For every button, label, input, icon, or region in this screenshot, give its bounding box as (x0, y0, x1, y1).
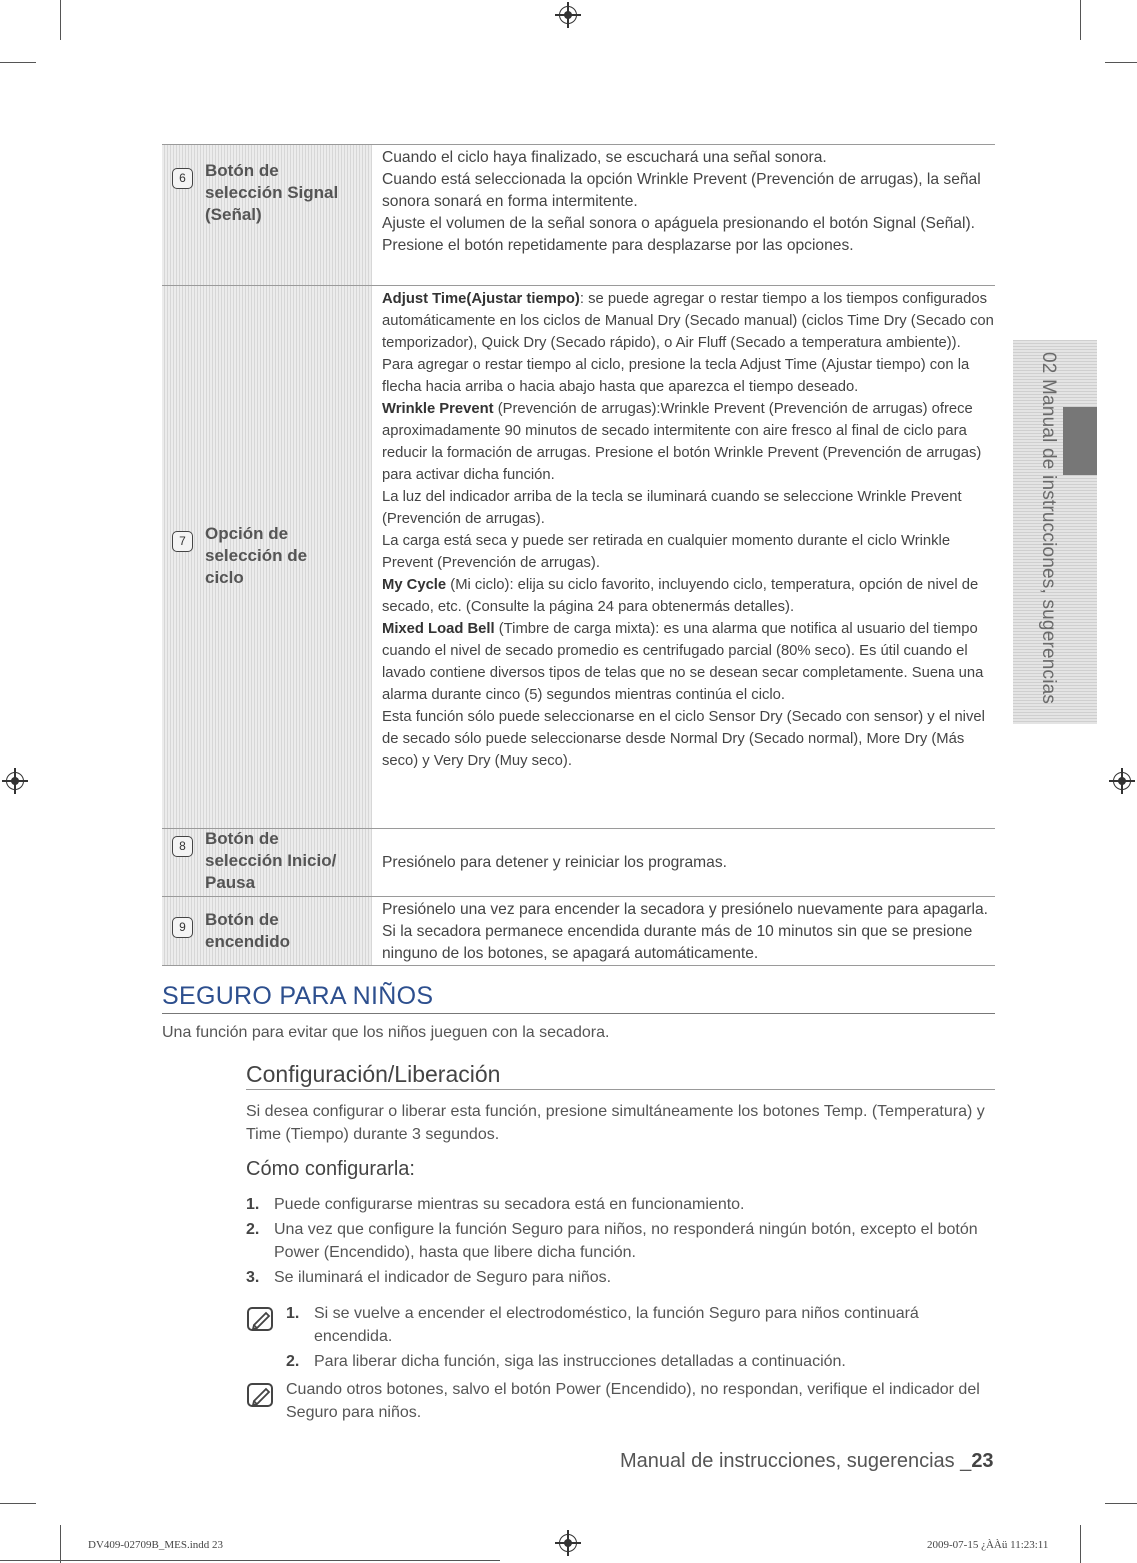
term: My Cycle (382, 577, 447, 593)
crop-mark (60, 0, 61, 40)
note-text: Cuando otros botones, salvo el botón Power (Encendido), no respondan, verifique el indicador del Seguro para niños. (286, 1381, 980, 1421)
crop-mark (1105, 62, 1137, 63)
row-content (372, 897, 995, 965)
list-item: 2. Una vez que configure la función Seguro para niños, no responderá ningún botón, excepto el botón Power (Encendido), hasta que libere dicha función. (246, 1221, 978, 1261)
list-item: 1. Puede configurarse mientras su secadora está en funcionamiento. (246, 1196, 745, 1213)
crop-mark (1080, 1525, 1081, 1563)
paragraph: Cuando está seleccionada la opción Wrinkle Prevent (Prevención de arrugas), la señal sonora sonará en forma intermitente. (382, 171, 981, 210)
paragraph: Para agregar o restar tiempo al ciclo, presione la tecla Adjust Time (Ajustar tiempo) con la flecha hacia arriba o hacia abajo hasta que aparezca el tiempo deseado. (382, 357, 970, 395)
paragraph: Adjust Time(Ajustar tiempo): se puede agregar o restar tiempo a los tiempos configurados automáticamente en los ciclos de Manual Dry (Secado manual) (ciclos Time Dry (Secado con temporizador), Quick Dry (Secado rápido), o Air Fluff (Secado a temperatura ambiente)). (382, 291, 994, 351)
list-item: 1. Si se vuelve a encender el electrodoméstico, la función Seguro para niños continuará encendida. (286, 1305, 919, 1345)
row-content (372, 829, 995, 897)
section-title: SEGURO PARA NIÑOS (162, 982, 995, 1014)
crop-mark (60, 1525, 61, 1563)
number-badge: 9 (172, 917, 193, 938)
paragraph: Cuando el ciclo haya finalizado, se escuchará una señal sonora. (382, 149, 827, 166)
term: Wrinkle Prevent (382, 401, 494, 417)
paragraph: My Cycle (Mi ciclo): elija su ciclo favorito, incluyendo ciclo, temperatura, opción de nivel de secado, etc. (Consulte la página 24 para obtenermás detalles). (382, 577, 979, 615)
table-row (162, 286, 995, 829)
registration-mark-icon (555, 2, 581, 28)
row-label-cell (162, 897, 372, 965)
slug-line (0, 1560, 500, 1561)
registration-mark-icon (2, 768, 28, 794)
crop-mark (1080, 0, 1081, 40)
list-item: 3. Se iluminará el indicador de Seguro para niños. (246, 1269, 612, 1286)
row-content (372, 145, 995, 285)
how-to-title: Cómo configurarla: (246, 1158, 415, 1180)
registration-mark-icon (1109, 768, 1135, 794)
crop-mark (0, 62, 36, 63)
term: Mixed Load Bell (382, 621, 495, 637)
term: Adjust Time(Ajustar tiempo) (382, 291, 580, 307)
row-content (372, 286, 995, 828)
slug-date: 2009-07-15 ¿ÀÀü 11:23:11 (927, 1539, 1049, 1551)
controls-table (162, 144, 995, 966)
crop-mark (0, 1503, 36, 1504)
side-tab-label: 02 Manual de instrucciones, sugerencias (1038, 352, 1059, 705)
number-badge: 7 (172, 531, 193, 552)
page-footer (620, 1450, 994, 1473)
section-intro: Una función para evitar que los niños jueguen con la secadora. (162, 1024, 610, 1041)
note-pencil-icon (246, 1382, 276, 1410)
subsection-text: Si desea configurar o liberar esta función, presione simultáneamente los botones Temp. (Temperatura) y Time (Tiempo) durante 3 segundos. (246, 1103, 985, 1143)
list-item: 2. Para liberar dicha función, siga las instrucciones detalladas a continuación. (286, 1353, 846, 1370)
table-row (162, 829, 995, 897)
paragraph: Esta función sólo puede seleccionarse en el ciclo Sensor Dry (Secado con sensor) y el nivel de secado sólo puede seleccionarse desde Normal Dry (Secado normal), More Dry (Más seco) y Very Dry (Muy seco). (382, 709, 985, 769)
paragraph: La luz del indicador arriba de la tecla se iluminará cuando se seleccione Wrinkle Prevent (Prevención de arrugas). (382, 489, 962, 527)
row-label: Botón de selección Signal (Señal) (205, 161, 339, 224)
slug-file: DV409-02709B_MES.indd 23 (88, 1539, 224, 1551)
row-label: Botón de selección Inicio/ Pausa (205, 829, 337, 892)
number-badge: 8 (172, 836, 193, 857)
row-label-cell (162, 829, 372, 896)
paragraph: Ajuste el volumen de la señal sonora o apáguela presionando el botón Signal (Señal). (382, 215, 975, 232)
note-pencil-icon (246, 1306, 276, 1334)
paragraph: Mixed Load Bell (Timbre de carga mixta): es una alarma que notifica al usuario del tiempo cuando el nivel de secado promedio es centrifugado parcial (80% seco). Es útil cuando el lavado contiene diversos tipos de telas que no se desean secar completamente. Suena una alarma durante cinco (5) segundos mientras continúa el ciclo. (382, 621, 984, 703)
side-tab-marker (1063, 407, 1097, 475)
registration-mark-icon (555, 1530, 581, 1556)
footer-text: Manual de instrucciones, sugerencias _ (620, 1450, 972, 1472)
row-label: Botón de encendido (205, 910, 291, 951)
number-badge: 6 (172, 168, 193, 189)
page-number: 23 (971, 1450, 994, 1472)
table-row (162, 144, 995, 286)
paragraph: Wrinkle Prevent (Prevención de arrugas):Wrinkle Prevent (Prevención de arrugas) ofrece aproximadamente 90 minutos de secado intermitente con aire fresco al final de ciclo para reducir la formación de arrugas. Presione el botón Wrinkle Prevent (Prevención de arrugas) para activar dicha función. (382, 401, 982, 483)
subsection-title: Configuración/Liberación (246, 1061, 995, 1090)
crop-mark (1105, 1503, 1137, 1504)
paragraph: Presiónelo una vez para encender la secadora y presiónelo nuevamente para apagarla. Si la secadora permanece encendida durante más de 10 minutos sin que se presione ninguno de los botones, se apagará automáticamente. (382, 901, 988, 962)
row-label-cell (162, 145, 372, 285)
paragraph: Presiónelo para detener y reiniciar los programas. (382, 853, 727, 871)
paragraph: Presione el botón repetidamente para desplazarse por las opciones. (382, 237, 854, 254)
row-label: Opción de selección de ciclo (205, 524, 308, 587)
row-label-cell (162, 286, 372, 828)
paragraph: La carga está seca y puede ser retirada en cualquier momento durante el ciclo Wrinkle Prevent (Prevención de arrugas). (382, 533, 951, 571)
steps-list (246, 1193, 996, 1291)
table-row (162, 897, 995, 966)
notes-list (286, 1302, 996, 1375)
